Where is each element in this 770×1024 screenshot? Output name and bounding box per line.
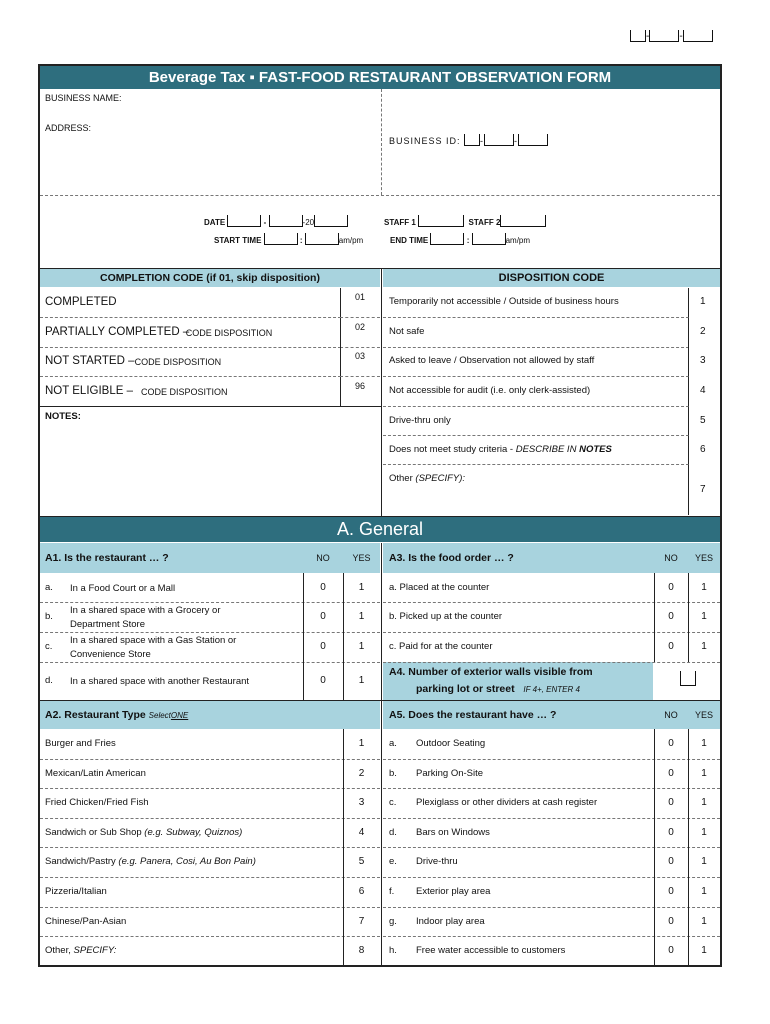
a3-no-option[interactable]: 0 <box>668 581 674 593</box>
end-time-field[interactable]: END TIME : am/pm <box>390 233 530 245</box>
a3-text: c. Paid for at the counter <box>389 641 493 652</box>
a5-no-option[interactable]: 0 <box>668 886 674 897</box>
a5-text: Bars on Windows <box>416 826 490 838</box>
a2-label-italic: SPECIFY: <box>73 945 117 957</box>
a3-no-header: NO <box>664 553 678 563</box>
disposition-label <box>389 296 619 307</box>
completion-suffix: CODE DISPOSITION <box>141 387 228 397</box>
disposition-label-text: Not safe <box>389 326 425 337</box>
a1-text: In a shared space with another Restaurant <box>70 676 250 687</box>
a2-code-option[interactable]: 4 <box>358 826 365 838</box>
completion-suffix: CODE DISPOSITION <box>134 357 222 367</box>
a5-no-option[interactable]: 0 <box>668 945 674 957</box>
address-label: ADDRESS: <box>45 123 92 133</box>
a5-text: Exterior play area <box>416 886 491 897</box>
a3-yes-header: YES <box>694 553 713 563</box>
disposition-label-text: Not accessible for audit (i.e. only clerk-assisted) <box>389 385 591 396</box>
a3-yes-option[interactable]: 1 <box>701 581 707 593</box>
a2-label-text: Other, <box>45 945 74 957</box>
disposition-header <box>383 269 720 287</box>
completion-code: 96 <box>355 381 366 391</box>
a2-question <box>45 701 188 729</box>
divider <box>40 700 720 701</box>
a1-no-header: NO <box>316 553 330 563</box>
end-time-label: END TIME <box>390 236 429 245</box>
a1-yes-option[interactable]: 1 <box>358 641 365 652</box>
disposition-label <box>389 326 424 337</box>
section-a-header <box>40 517 720 542</box>
form-title-text: Beverage Tax ▪ FAST-FOOD RESTAURANT OBSERVATION FORM <box>148 69 612 86</box>
a5-no-option[interactable]: 0 <box>668 767 674 779</box>
staff1-label: STAFF 1 <box>384 218 416 227</box>
ampm-label: am/pm <box>338 236 364 245</box>
disposition-label <box>389 415 451 426</box>
a5-letter: e. <box>389 856 397 868</box>
completion-code: 03 <box>355 351 366 361</box>
a2-hint: Select <box>148 710 171 720</box>
a5-text: Parking On-Site <box>416 767 484 779</box>
a2-label-text: Chinese/Pan-Asian <box>45 915 127 927</box>
a1-no-option[interactable]: 0 <box>320 641 326 652</box>
a3-question: A3. Is the food order … ? <box>389 552 514 564</box>
completion-code: 02 <box>355 322 366 332</box>
divider <box>40 406 381 407</box>
disposition-label-italic: (SPECIFY): <box>415 473 466 484</box>
disposition-header-text: DISPOSITION CODE <box>498 272 605 284</box>
form-title <box>40 66 720 89</box>
a2-code-option[interactable]: 8 <box>358 945 365 957</box>
a3-no-option[interactable]: 0 <box>668 641 674 652</box>
disposition-code: 3 <box>700 355 706 366</box>
divider <box>381 268 382 516</box>
completion-label: PARTIALLY COMPLETED – <box>45 326 190 338</box>
divider <box>381 543 382 966</box>
a1-letter: d. <box>45 675 53 686</box>
a5-letter: f. <box>389 886 395 897</box>
a5-text: Free water accessible to customers <box>416 945 566 957</box>
start-time-field[interactable]: START TIME : am/pm <box>214 233 363 245</box>
a5-text: Plexiglass or other dividers at cash register <box>416 797 598 809</box>
a2-code-option[interactable]: 5 <box>358 856 365 868</box>
a1-letter: a. <box>45 581 53 593</box>
a4-entry-box[interactable] <box>680 671 696 686</box>
a3-yes-option[interactable]: 1 <box>701 611 707 622</box>
disposition-code: 4 <box>700 385 706 396</box>
a2-code-option[interactable]: 7 <box>358 915 365 927</box>
completion-header <box>40 269 380 287</box>
a5-letter: h. <box>389 945 397 957</box>
a1-letter: c. <box>45 641 53 652</box>
a5-yes-option[interactable]: 1 <box>701 738 707 749</box>
a2-code-option[interactable]: 2 <box>358 767 365 779</box>
a5-yes-option[interactable]: 1 <box>701 945 707 957</box>
a1-no-option[interactable]: 0 <box>320 611 326 622</box>
disposition-code: 2 <box>700 326 706 337</box>
completion-label: COMPLETED <box>45 296 117 308</box>
disposition-label-text: Drive-thru only <box>389 415 451 426</box>
divider <box>40 516 720 517</box>
a1-text: In a shared space with a Grocery or Department Store <box>70 605 221 630</box>
a2-label-italic: (e.g. Subway, Quiznos) <box>144 826 243 838</box>
disposition-label <box>389 355 594 366</box>
a2-label <box>45 797 148 808</box>
business-id[interactable]: BUSINESS ID: - - <box>389 134 548 146</box>
disposition-label-bold: NOTES <box>579 444 612 455</box>
disposition-label <box>389 444 612 455</box>
a5-text: Drive-thru <box>416 856 458 868</box>
date-year-prefix: -20 <box>302 218 315 227</box>
a1-yes-option[interactable]: 1 <box>358 675 365 686</box>
a5-no-option[interactable]: 0 <box>668 856 674 868</box>
a3-text: a. Placed at the counter <box>389 581 490 593</box>
a1-question: A1. Is the restaurant … ? <box>45 552 169 564</box>
a5-yes-option[interactable]: 1 <box>701 886 707 897</box>
a2-label <box>45 916 126 927</box>
completion-suffix: CODE DISPOSITION <box>185 328 273 338</box>
disposition-code: 6 <box>700 444 706 455</box>
a2-code-option[interactable]: 3 <box>358 797 365 809</box>
a5-letter: c. <box>389 797 397 809</box>
a5-yes-option[interactable]: 1 <box>701 915 707 927</box>
notes-label: NOTES: <box>45 411 81 422</box>
a5-yes-header: YES <box>694 710 713 720</box>
a1-yes-option[interactable]: 1 <box>358 611 365 622</box>
a2-label-text: Mexican/Latin American <box>45 767 146 779</box>
disposition-code: 5 <box>700 415 706 426</box>
a2-code-option[interactable]: 6 <box>358 886 365 897</box>
a2-label <box>45 768 146 779</box>
disposition-label <box>389 473 465 484</box>
a4-line1: A4. Number of exterior walls visible from <box>389 666 593 678</box>
a4-line2 <box>416 683 580 695</box>
business-divider <box>381 89 382 195</box>
a1-letter: b. <box>45 611 53 622</box>
a1-yes-header: YES <box>352 553 371 563</box>
a2-label-text: Fried Chicken/Fried Fish <box>45 797 149 809</box>
completion-label: NOT STARTED – <box>45 355 135 367</box>
divider <box>40 195 720 196</box>
form-id-sep: - <box>646 31 650 42</box>
disposition-label-italic: DESCRIBE IN <box>515 444 580 455</box>
completion-code: 01 <box>355 292 366 302</box>
a2-label-italic: (e.g. Panera, Cosi, Au Bon Pain) <box>118 856 256 868</box>
form-id-sep: - <box>679 31 683 42</box>
a2-label <box>45 886 107 897</box>
a4-line2-text: parking lot or street <box>416 683 515 695</box>
date-field[interactable]: DATE - -20 <box>204 215 348 227</box>
a2-label-text: Sandwich or Sub Shop <box>45 826 145 838</box>
form-id-boxes[interactable] <box>630 30 713 42</box>
a5-text: Outdoor Seating <box>416 738 486 749</box>
a5-letter: g. <box>389 915 397 927</box>
a2-label-text: Sandwich/Pastry <box>45 856 119 868</box>
a5-letter: a. <box>389 738 397 749</box>
a5-text: Indoor play area <box>416 915 485 927</box>
a5-no-header: NO <box>664 710 678 720</box>
a2-label <box>45 827 242 838</box>
disposition-label-text: Other <box>389 473 416 484</box>
a2-label-text: Pizzeria/Italian <box>45 886 107 897</box>
a2-question-text: A2. Restaurant Type <box>45 709 146 721</box>
a2-label <box>45 738 116 749</box>
section-a-title: A. General <box>336 519 424 539</box>
staff2-label: STAFF 2 <box>468 218 501 227</box>
a1-text: In a shared space with a Gas Station or Convenience Store <box>70 635 237 660</box>
disposition-code: 7 <box>700 484 706 495</box>
a1-no-option[interactable]: 0 <box>320 581 326 593</box>
ampm-label: am/pm <box>505 236 531 245</box>
a2-label <box>45 856 256 867</box>
date-label: DATE <box>204 218 226 227</box>
a3-no-option[interactable]: 0 <box>668 611 674 622</box>
business-id-label: BUSINESS ID: <box>389 136 461 146</box>
a5-question: A5. Does the restaurant have … ? <box>389 709 557 721</box>
a3-text: b. Picked up at the counter <box>389 611 503 622</box>
a2-label-text: Burger and Fries <box>45 738 116 749</box>
a5-no-option[interactable]: 0 <box>668 738 674 749</box>
completion-header-text: COMPLETION CODE (if 01, skip disposition) <box>100 272 320 284</box>
a5-no-option[interactable]: 0 <box>668 915 674 927</box>
a5-no-option[interactable]: 0 <box>668 826 674 838</box>
disposition-label-text: Does not meet study criteria - <box>389 444 516 455</box>
disposition-row[interactable] <box>383 318 689 348</box>
a1-no-option[interactable]: 0 <box>320 675 326 686</box>
a5-letter: d. <box>389 826 397 838</box>
disposition-label-text: Temporarily not accessible / Outside of business hours <box>389 296 619 307</box>
start-time-label: START TIME <box>214 236 262 245</box>
business-name-label: BUSINESS NAME: <box>45 93 122 103</box>
a2-code-option[interactable]: 1 <box>358 738 365 749</box>
a3-yes-option[interactable]: 1 <box>701 641 707 652</box>
a1-text: In a Food Court or a Mall <box>70 582 176 594</box>
a2-label <box>45 945 116 956</box>
disposition-label-text: Asked to leave / Observation not allowed by staff <box>389 355 595 366</box>
a5-no-option[interactable]: 0 <box>668 797 674 809</box>
a5-yes-option[interactable]: 1 <box>701 856 707 868</box>
a1-yes-option[interactable]: 1 <box>358 581 365 593</box>
a2-hint-underline: ONE <box>170 710 189 720</box>
a5-yes-option[interactable]: 1 <box>701 826 707 838</box>
a5-letter: b. <box>389 767 397 779</box>
disposition-label <box>389 385 590 396</box>
a5-yes-option[interactable]: 1 <box>701 797 707 809</box>
a5-yes-option[interactable]: 1 <box>701 767 707 779</box>
a4-hint: IF 4+, ENTER 4 <box>523 685 580 694</box>
staff-fields[interactable] <box>384 215 546 227</box>
completion-label: NOT ELIGIBLE – <box>45 385 133 397</box>
disposition-code: 1 <box>700 296 706 307</box>
